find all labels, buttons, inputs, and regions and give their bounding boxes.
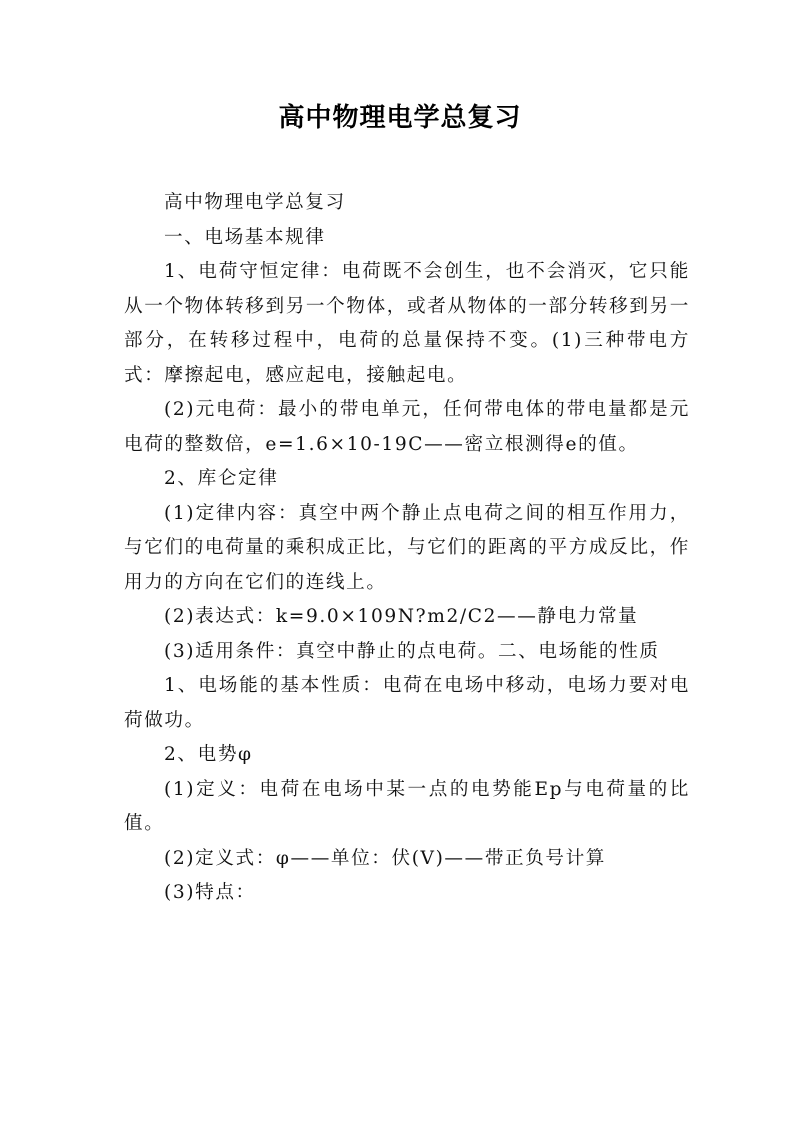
paragraph: 1、电场能的基本性质：电荷在电场中移动，电场力要对电荷做功。 <box>124 675 690 731</box>
document-title: 高中物理电学总复习 <box>278 103 522 133</box>
paragraph: (2)表达式：k=9.0×109N?m2/C2——静电力常量 <box>164 606 639 627</box>
paragraph: 2、电势φ <box>164 744 253 765</box>
paragraph: (1)定律内容：真空中两个静止点电荷之间的相互作用力，与它们的电荷量的乘积成正比，与它们的距离的平方成反比，作用力的方向在它们的连线上。 <box>124 502 690 593</box>
paragraph: (3)适用条件：真空中静止的点电荷。二、电场能的性质 <box>164 640 660 662</box>
paragraph: 高中物理电学总复习 <box>164 192 346 213</box>
paragraph: (2)元电荷：最小的带电单元，任何带电体的带电量都是元电荷的整数倍，e=1.6×10-19C——密立根测得e的值。 <box>124 399 690 455</box>
paragraph: 2、库仑定律 <box>164 468 279 489</box>
paragraph: (2)定义式：φ——单位：伏(V)——带正负号计算 <box>164 847 606 869</box>
document-body <box>124 186 690 911</box>
paragraph: 1、电荷守恒定律：电荷既不会创生，也不会消灭，它只能从一个物体转移到另一个物体，或者从物体的一部分转移到另一部分，在转移过程中，电荷的总量保持不变。(1)三种带电方式：摩擦起电，感应起电，接触起电。 <box>124 261 690 386</box>
paragraph: 一、电场基本规律 <box>164 226 326 248</box>
paragraph: (1)定义：电荷在电场中某一点的电势能Ep与电荷量的比值。 <box>124 778 690 834</box>
paragraph: (3)特点： <box>164 882 256 903</box>
